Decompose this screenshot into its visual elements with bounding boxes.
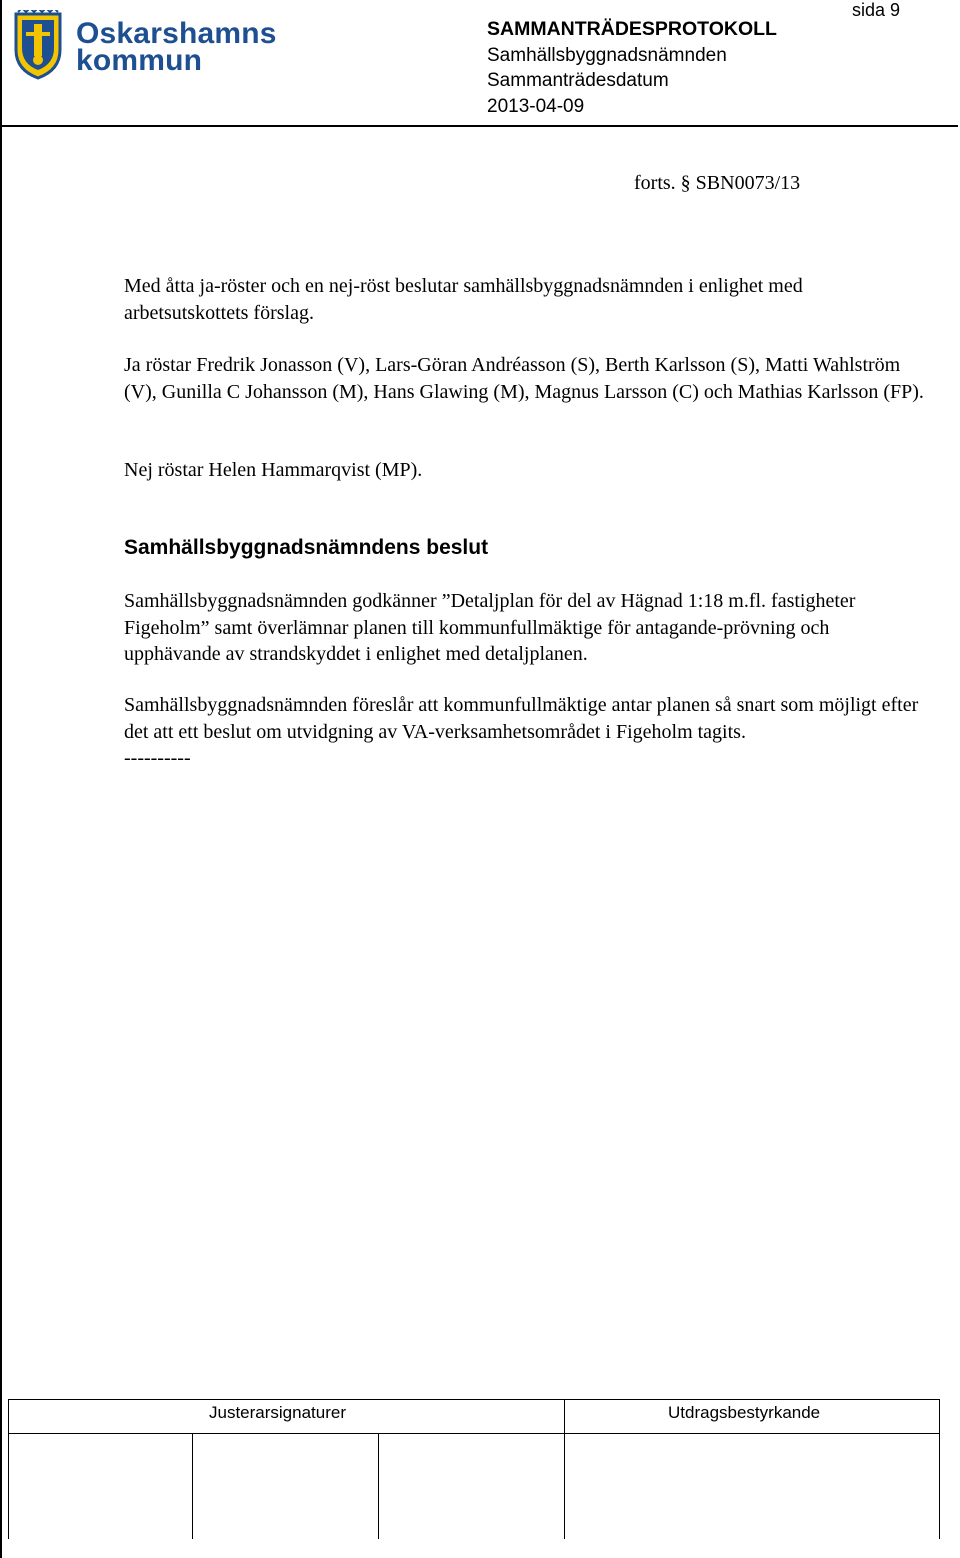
- meeting-date-label: Sammanträdesdatum: [487, 70, 669, 91]
- proposal-paragraph: [124, 692, 924, 772]
- proposal-text: Samhällsbyggnadsnämnden föreslår att kommunfullmäktige antar planen så snart som möjligt efter det att ett beslut om utvidgning av VA-verksamhetsområdet i Figeholm tagits.: [124, 694, 919, 743]
- decision-text: Samhällsbyggnadsnämnden godkänner ”Detaljplan för del av Hägnad 1:18 m.fl. fastigheter Figeholm” samt överlämnar planen till kommunfullmäktige för antagande-prövning och upphävande av strandskyddet i enlighet med detaljplanen.: [124, 590, 856, 665]
- no-votes-text: Nej röstar Helen Hammarqvist (MP).: [124, 459, 423, 481]
- page-number: sida 9: [852, 0, 901, 20]
- logo-line-1: Oskarshamns: [76, 17, 277, 50]
- protocol-header: [487, 17, 777, 119]
- yes-votes-text: Ja röstar Fredrik Jonasson (V), Lars-Göran Andréasson (S), Berth Karlsson (S), Matti Wahlström (V), Gunilla C Johansson (M), Hans Glawing (M), Magnus Larsson (C) och Mathias Karlsson (FP).: [124, 354, 924, 403]
- coat-of-arms-icon: [12, 10, 64, 80]
- table-divider-2: [378, 1433, 379, 1539]
- case-reference: forts. § SBN0073/13: [634, 172, 801, 194]
- no-votes-paragraph: [124, 457, 924, 484]
- logo-wordmark: [76, 17, 277, 77]
- meeting-date: 2013-04-09: [487, 95, 585, 117]
- table-left-border: [8, 1399, 9, 1539]
- signatures-label: Justerarsignaturer: [209, 1403, 347, 1422]
- signature-table: [8, 1399, 940, 1539]
- vote-result-paragraph: [124, 273, 924, 326]
- protocol-title: SAMMANTRÄDESPROTOKOLL: [487, 18, 777, 40]
- end-marker: ----------: [124, 747, 191, 769]
- table-divider-middle: [564, 1399, 565, 1539]
- municipality-logo: [12, 8, 277, 80]
- table-top-border: [8, 1399, 940, 1400]
- table-divider-1: [192, 1433, 193, 1539]
- table-header-border: [8, 1433, 940, 1434]
- header-divider: [0, 125, 958, 127]
- committee-name: Samhällsbyggnadsnämnden: [487, 44, 727, 66]
- vote-result-text: Med åtta ja-röster och en nej-röst beslutar samhällsbyggnadsnämnden i enlighet med arbetsutskottets förslag.: [124, 275, 803, 324]
- page-frame-left: [0, 0, 2, 1558]
- yes-votes-paragraph: [124, 352, 924, 405]
- certification-label: Utdragsbestyrkande: [668, 1403, 821, 1422]
- decision-paragraph: [124, 588, 924, 668]
- section-heading: Samhällsbyggnadsnämndens beslut: [124, 536, 489, 559]
- logo-line-2: kommun: [76, 44, 203, 77]
- table-right-border: [939, 1399, 940, 1539]
